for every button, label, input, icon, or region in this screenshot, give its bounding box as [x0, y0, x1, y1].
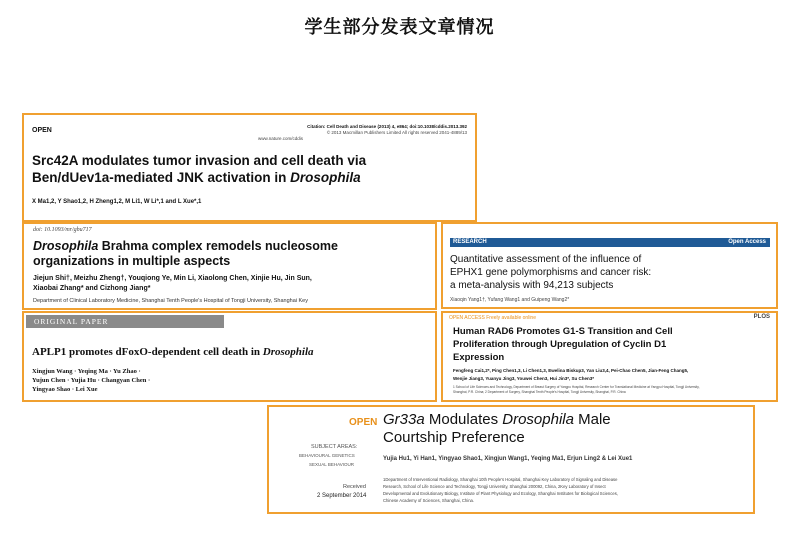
plos-header — [449, 315, 536, 321]
title-italic: Drosophila — [33, 239, 99, 253]
paper-authors-line-1: Fengfeng Cai1,2*, Ping Chen1,3, Li Chen1,3, Ewelina Biskup3, Yan Liu3,4, Pei-Chao Chen5, Jian-Feng Chang5, — [453, 368, 689, 373]
paper-authors-line-1: Xingjun Wang · Yeqing Ma · Yu Zhao · — [32, 368, 141, 375]
research-label: RESEARCH — [453, 239, 487, 245]
subject-area: BEHAVIOURAL GENETICS — [299, 453, 355, 458]
title-italic: Drosophila — [262, 346, 314, 358]
paper-card-ephx1 — [441, 222, 778, 309]
open-access-label: OPEN ACCESS Freely available online — [449, 315, 536, 321]
paper-doi: doi: 10.1093/mr/gbu717 — [33, 227, 92, 233]
paper-title-line-2: Proliferation through Upregulation of Cyclin D1 — [453, 339, 667, 350]
received-label: Received — [343, 484, 366, 490]
paper-card-rad6 — [441, 311, 778, 402]
paper-authors-line-1: Jiejun Shi†, Meizhu Zheng†, Youqiong Ye, Min Li, Xiaolong Chen, Xinjie Hu, Jin Sun, — [33, 275, 312, 282]
open-access-label: Open Access — [728, 239, 766, 245]
paper-authors: X Ma1,2, Y Shao1,2, H Zheng1,2, M Li1, W Li*,1 and L Xue*,1 — [32, 199, 202, 205]
title-text: Male — [573, 411, 611, 428]
paper-card-brahma — [22, 222, 437, 310]
plos-logo: PLOS — [753, 314, 770, 320]
paper-title-line-3: a meta-analysis with 94,213 subjects — [450, 280, 614, 291]
paper-title-line-1: Quantitative assessment of the influence of — [450, 254, 642, 265]
journal-url: www.nature.com/cddis — [258, 136, 304, 141]
paper-title-line-3: Expression — [453, 352, 505, 363]
banner-label: ORIGINAL PAPER — [34, 317, 109, 326]
paper-affiliation-line-1: 1 School of Life Sciences and Technology, Department of Breast Surgery of Yangpu Hospital, Research Center for Translational Medicine at Yangpu Hospital, Tongji University, — [453, 385, 700, 389]
subject-area: SEXUAL BEHAVIOUR — [309, 462, 355, 467]
paper-authors: Yujia Hu1, Yi Han1, Yingyao Shao1, Xingjun Wang1, Yeqing Ma1, Erjun Ling2 & Lei Xue1 — [383, 456, 633, 462]
paper-title-line-1: Human RAD6 Promotes G1-S Transition and Cell — [453, 326, 673, 337]
paper-affiliation-line-1: 1Department of Interventional Radiology, Shanghai 10th People's Hospital, Shanghai Key Laboratory of Signaling and Disease — [383, 477, 618, 482]
slide-title: 学生部分发表文章情况 — [304, 17, 495, 38]
paper-authors-line-2: Yujun Chen · Yujia Hu · Changyan Chen · — [32, 377, 151, 384]
paper-authors-line-2: Wenjie Jiang3, Yuanyu Jing3, Youwei Chen3, Hui Jin3*, Su Chen3* — [453, 376, 594, 381]
paper-card-src42a — [22, 113, 477, 222]
title-text: Brahma complex remodels nucleosome — [98, 239, 338, 253]
paper-title-line-2 — [32, 170, 361, 185]
paper-title — [32, 346, 314, 358]
paper-affiliation-line-2: Research, School of Life Science and Technology, Tongji University, Shanghai 200092, China, 2Key Laboratory of Insect — [383, 484, 606, 489]
paper-card-aplp1 — [22, 311, 437, 402]
paper-card-gr33a — [267, 405, 755, 514]
paper-title-line-1 — [33, 239, 338, 253]
paper-title-line-2: Courtship Preference — [383, 429, 525, 446]
citation-line: Citation: Cell Death and Disease (2013) 4, e864; doi:10.1038/cddis.2013.392 — [307, 124, 467, 129]
copyright-line: © 2013 Macmillan Publishers Limited All rights reserved 2041-4889/13 — [326, 130, 467, 135]
paper-affiliation-line-4: Chinese Academy of Sciences, Shanghai, China. — [383, 498, 475, 503]
paper-authors-line-2: Xiaobai Zhang* and Cizhong Jiang* — [33, 285, 151, 292]
open-label: OPEN — [349, 417, 378, 428]
paper-title-line-1: Src42A modulates tumor invasion and cell death via — [32, 153, 367, 168]
research-header-bar — [450, 238, 770, 247]
title-italic: Drosophila — [502, 411, 574, 428]
title-text: Ben/dUev1a-mediated JNK activation in — [32, 170, 291, 185]
open-label: OPEN — [32, 127, 52, 134]
paper-authors: Xiaoqin Yang1†, Yufang Wang1 and Guipeng Wang2* — [450, 297, 570, 303]
paper-affiliation: Department of Clinical Laboratory Medicine, Shanghai Tenth People's Hospital of Tongji University, Shanghai Key — [33, 298, 308, 304]
title-text: Modulates — [424, 411, 503, 428]
title-text: APLP1 promotes dFoxO-dependent cell death in — [32, 346, 263, 358]
paper-title-line-1 — [383, 411, 611, 428]
title-italic: Drosophila — [290, 170, 361, 185]
received-date: 2 September 2014 — [317, 493, 367, 499]
title-italic: Gr33a — [383, 411, 425, 428]
subject-areas-label: SUBJECT AREAS: — [311, 444, 358, 450]
paper-title-line-2: organizations in multiple aspects — [33, 254, 231, 268]
paper-affiliation-line-3: Developmental and Evolutionary Biology, Institute of Plant Physiology and Ecology, Shanghai Institutes for Biological Sciences, — [383, 491, 618, 496]
paper-authors-line-3: Yingyao Shao · Lei Xue — [32, 386, 98, 393]
paper-title-line-2: EPHX1 gene polymorphisms and cancer risk: — [450, 267, 652, 278]
original-paper-banner — [26, 315, 224, 328]
paper-affiliation-line-2: Shanghai, P.R. China; 2 Department of Surgery, Shanghai Tenth People's Hospital, Tongji University, Shanghai, P.R. China — [453, 390, 626, 394]
